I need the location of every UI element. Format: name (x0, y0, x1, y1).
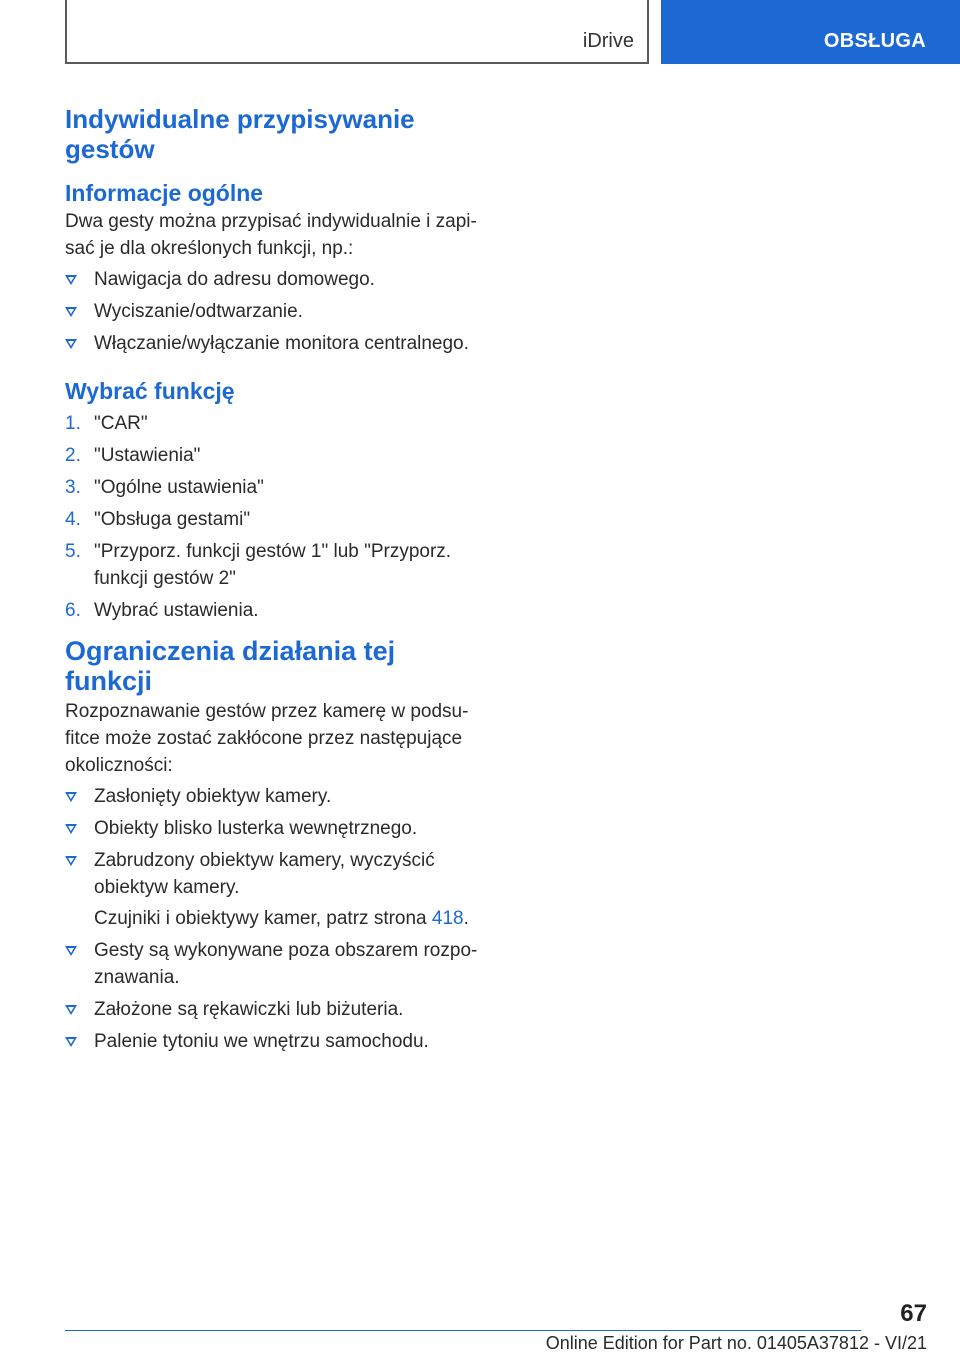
step-item: 5. "Przyporz. funkcji gestów 1" lub "Przyporz. funkcji gestów 2" (65, 541, 452, 589)
list-item: Włączanie/wyłączanie monitora centralnego. (65, 330, 485, 357)
general-heading: Informacje ogólne (65, 180, 264, 206)
step-item: 6. Wybrać ustawienia. (65, 600, 259, 621)
list-item: Palenie tytoniu we wnętrzu samochodu. (65, 1028, 485, 1055)
triangle-bullet-icon (65, 1005, 77, 1015)
page-title: Indywidualne przypisywanie gestów (65, 104, 415, 164)
camera-note: Czujniki i obiektywy kamer, patrz strona 418. (94, 908, 469, 929)
list-item: Wyciszanie/odtwarzanie. (65, 298, 485, 325)
triangle-bullet-icon (65, 1037, 77, 1047)
header-chapter-label: OBSŁUGA (823, 30, 926, 52)
page-reference-link[interactable]: 418 (431, 908, 464, 929)
triangle-bullet-icon (65, 307, 77, 317)
step-item: 3. "Ogólne ustawienia" (65, 477, 264, 498)
list-item: Gesty są wykonywane poza obszarem rozpoznawania. (65, 937, 485, 991)
header-section-label: iDrive (582, 30, 634, 52)
list-item: Obiekty blisko lusterka wewnętrznego. (65, 815, 485, 842)
triangle-bullet-icon (65, 275, 77, 285)
step-item: 4. "Obsługa gestami" (65, 509, 251, 530)
triangle-bullet-icon (65, 824, 77, 834)
general-list (65, 266, 485, 357)
triangle-bullet-icon (65, 856, 77, 866)
triangle-bullet-icon (65, 792, 77, 802)
step-item: 1. "CAR" (65, 413, 148, 434)
select-steps (65, 410, 485, 624)
triangle-bullet-icon (65, 946, 77, 956)
footer-edition: Online Edition for Part no. 01405A37812 - VI/21 (545, 1333, 927, 1353)
limits-heading: Ograniczenia działania tej funkcji (65, 636, 396, 696)
header-chapter-tab (661, 0, 960, 64)
page-number: 67 (900, 1300, 927, 1327)
header-section-box (65, 0, 649, 64)
list-item: Nawigacja do adresu domowego. (65, 266, 485, 293)
step-item: 2. "Ustawienia" (65, 445, 201, 466)
limits-intro: Rozpoznawanie gestów przez kamerę w podsufitce może zostać zakłócone przez następujące okoliczności: (65, 701, 469, 776)
list-item: Założone są rękawiczki lub biżuteria. (65, 996, 485, 1023)
footer-divider (65, 1330, 861, 1331)
page-content (65, 104, 485, 1060)
select-heading: Wybrać funkcję (65, 378, 235, 404)
limits-list (65, 783, 485, 1055)
list-item: Zabrudzony obiektyw kamery, wyczyścić obiektyw kamery. Czujniki i obiektywy kamer, patrz strona 418. (65, 847, 485, 932)
list-item: Zasłonięty obiektyw kamery. (65, 783, 485, 810)
general-intro: Dwa gesty można przypisać indywidualnie i zapisać je dla określonych funkcji, np.: (65, 211, 477, 259)
triangle-bullet-icon (65, 339, 77, 349)
